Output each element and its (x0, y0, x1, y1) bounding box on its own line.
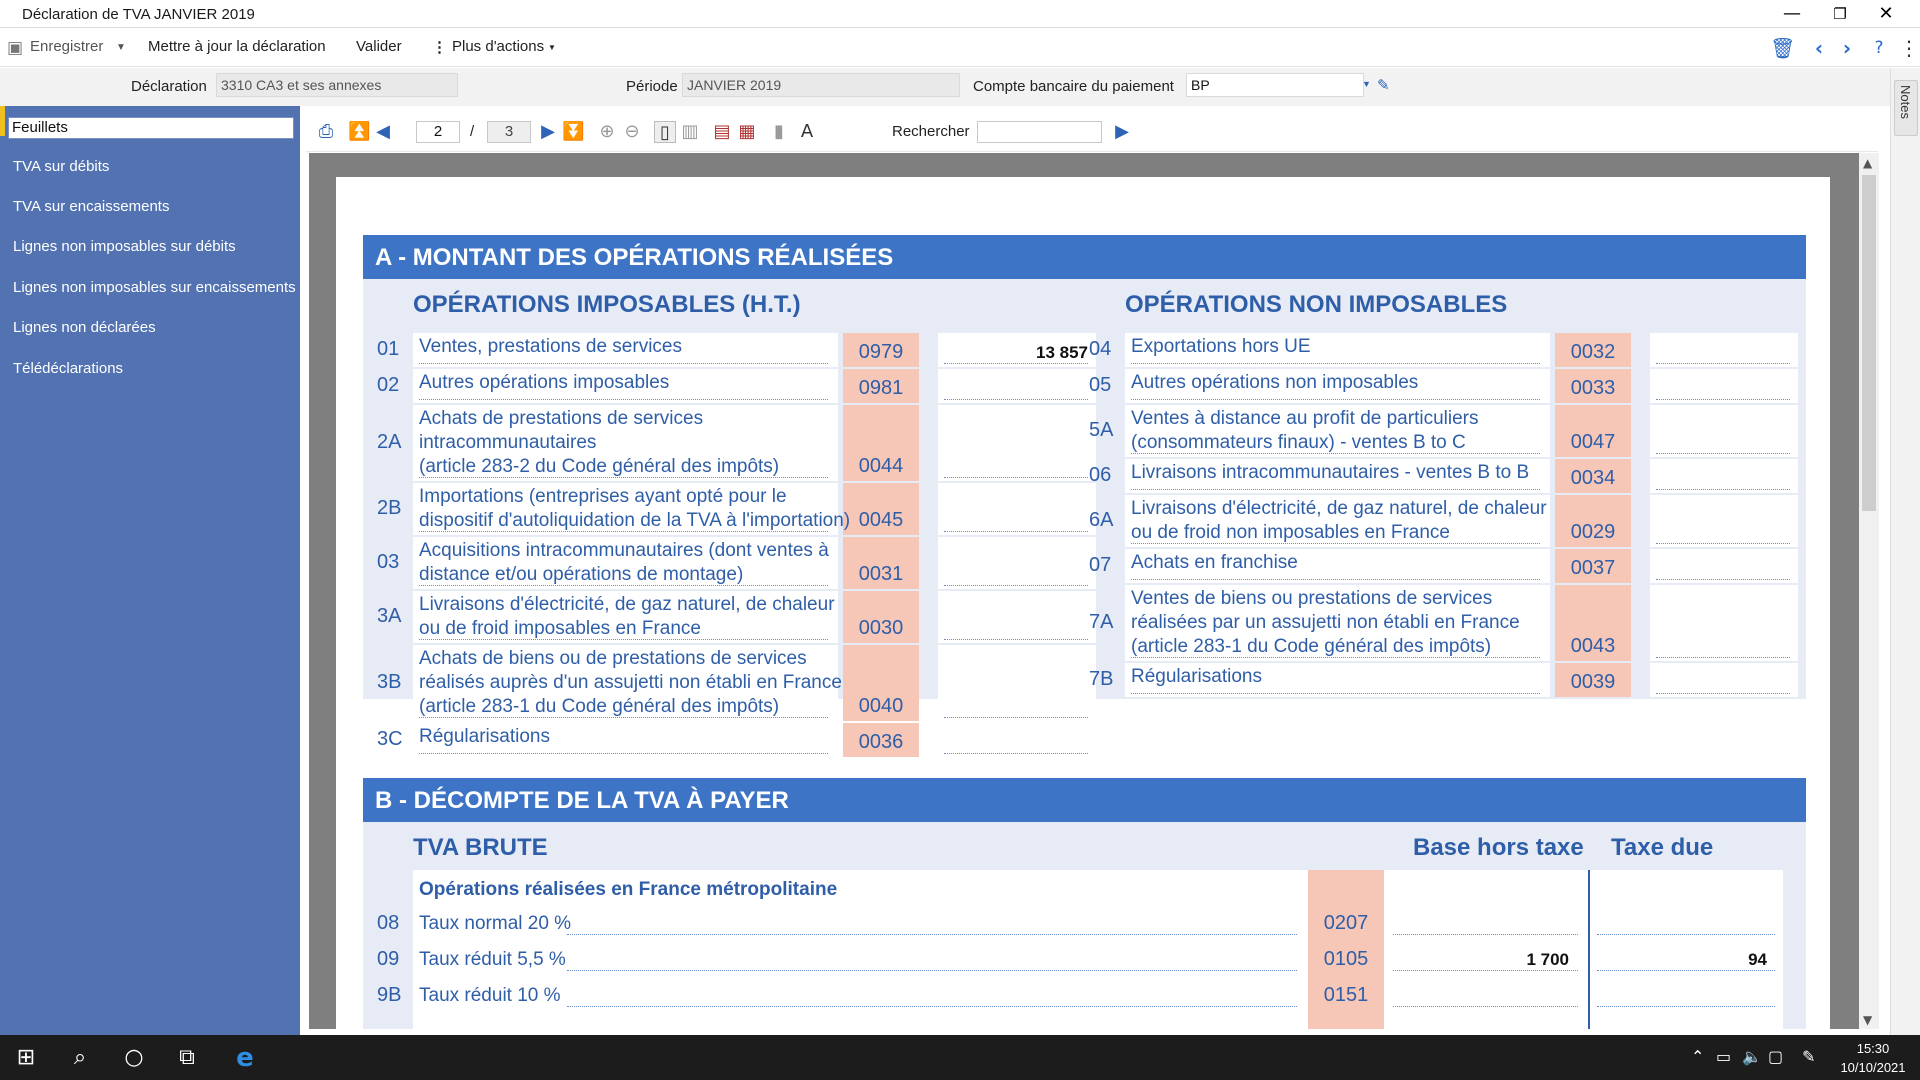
section-b-divider (1588, 870, 1590, 1029)
clock-time: 15:30 (1856, 1041, 1890, 1056)
vat-line-label: Taux réduit 10 % (419, 985, 561, 1006)
left-label-leader (419, 531, 828, 532)
two-pages-icon[interactable]: ▥ (681, 121, 699, 142)
edit-pencil-icon[interactable]: ✎ (1377, 77, 1390, 94)
right-line-label: Ventes de biens ou prestations de services (1131, 588, 1493, 609)
validate-button[interactable]: Valider (356, 38, 402, 55)
left-value-leader (944, 531, 1088, 532)
save-dropdown-icon[interactable]: ▼ (116, 42, 126, 53)
vat-line-label: Taux normal 20 % (419, 913, 572, 934)
right-panel-strip (1890, 68, 1920, 1035)
export-excel-icon[interactable]: ▦ (738, 121, 756, 142)
right-box-code: 0034 (1570, 467, 1616, 489)
bank-account-select[interactable]: BP (1186, 73, 1364, 97)
right-value-cell[interactable] (1650, 585, 1798, 661)
search-input[interactable] (977, 121, 1102, 143)
previous-icon[interactable]: ‹ (1814, 36, 1824, 60)
base-leader (1393, 934, 1578, 935)
right-line-number: 05 (1089, 374, 1112, 396)
left-box-code: 0045 (858, 509, 904, 531)
left-line-number: 3A (377, 605, 402, 627)
previous-page-icon[interactable]: ◀ (376, 121, 390, 142)
menu-bar (0, 29, 1920, 67)
left-label-leader (419, 585, 828, 586)
left-value-leader (944, 399, 1088, 400)
window-title: Déclaration de TVA JANVIER 2019 (22, 6, 255, 23)
declaration-field: 3310 CA3 et ses annexes (216, 73, 458, 97)
base-leader (1393, 970, 1578, 971)
left-line-number: 03 (377, 551, 400, 573)
left-value-leader (944, 753, 1088, 754)
save-icon[interactable]: ▣ (6, 38, 24, 58)
windows-start-icon[interactable]: ⊞ (16, 1045, 36, 1070)
scrollbar-thumb[interactable] (1862, 175, 1876, 511)
vat-label-leader (567, 934, 1297, 935)
taxable-operations-title: OPÉRATIONS IMPOSABLES (H.T.) (413, 291, 801, 318)
sidebar-item-non-imposables-encaissements[interactable]: Lignes non imposables sur encaissements (13, 279, 296, 296)
delete-icon[interactable]: 🗑 (1770, 36, 1796, 60)
left-line-label: Achats de prestations de services (419, 408, 704, 429)
update-declaration-button[interactable]: Mettre à jour la déclaration (148, 38, 326, 55)
right-line-label: réalisées par un assujetti non établi en France (1131, 612, 1520, 633)
right-line-label: Livraisons intracommunautaires - ventes B to B (1131, 462, 1530, 483)
scroll-down-icon[interactable]: ▼ (1863, 1013, 1873, 1027)
left-line-number: 2B (377, 497, 402, 519)
sidebar (0, 106, 300, 1035)
left-line-number: 3C (377, 728, 403, 750)
single-page-icon[interactable]: ▯ (654, 121, 676, 143)
next-icon[interactable]: › (1842, 36, 1852, 60)
vat-line-number: 08 (377, 912, 400, 934)
right-line-label: Régularisations (1131, 666, 1262, 687)
search-label: Rechercher (892, 123, 970, 140)
section-b-header: B - DÉCOMPTE DE LA TVA À PAYER (363, 778, 1806, 822)
left-label-leader (419, 717, 828, 718)
page-separator: / (470, 123, 475, 140)
right-line-label: Ventes à distance au profit de particuliers (1131, 408, 1479, 429)
print-icon[interactable]: ⎙ (318, 121, 334, 142)
left-line-label: Livraisons d'électricité, de gaz naturel, de chaleur (419, 594, 835, 615)
right-line-number: 06 (1089, 464, 1112, 486)
right-line-number: 7A (1089, 611, 1114, 633)
right-box-code: 0043 (1570, 635, 1616, 657)
left-line-label: Acquisitions intracommunautaires (dont ventes à (419, 540, 829, 561)
left-box-code: 0044 (858, 455, 904, 477)
right-label-leader (1131, 489, 1540, 490)
total-pages: 3 (487, 121, 531, 143)
gross-vat-title: TVA BRUTE (413, 834, 548, 861)
base-leader (1393, 1006, 1578, 1007)
vat-box-code: 0105 (1323, 948, 1369, 970)
right-value-cell[interactable] (1650, 333, 1798, 367)
left-line-label: dispositif d'autoliquidation de la TVA à l'importation) (419, 510, 851, 531)
left-label-leader (419, 753, 828, 754)
left-value-cell[interactable] (938, 537, 1096, 589)
right-value-leader (1656, 399, 1790, 400)
right-line-label: (article 283-1 du Code général des impôts) (1131, 636, 1492, 657)
font-size-icon[interactable]: A (800, 121, 814, 142)
left-box-code: 0040 (858, 695, 904, 717)
left-box-code: 0981 (858, 377, 904, 399)
left-line-label: Importations (entreprises ayant opté pour le (419, 486, 787, 507)
vat-line-label: Taux réduit 5,5 % (419, 949, 566, 970)
sidebar-accent (0, 106, 5, 136)
declaration-label: Déclaration (131, 78, 207, 95)
vat-line-number: 9B (377, 984, 402, 1006)
cortana-icon[interactable]: ○ (124, 1045, 144, 1070)
zoom-out-icon[interactable]: ⊖ (624, 121, 640, 142)
notes-tab[interactable] (1894, 80, 1918, 136)
right-line-number: 7B (1089, 668, 1114, 690)
task-view-icon[interactable]: ⧉ (179, 1045, 195, 1070)
more-actions-caret-icon[interactable]: ▼ (548, 43, 556, 52)
left-value-cell[interactable] (938, 591, 1096, 643)
right-line-number: 6A (1089, 509, 1114, 531)
right-box-code: 0037 (1570, 557, 1616, 579)
left-value-cell[interactable] (938, 405, 1096, 481)
right-value-cell[interactable] (1650, 549, 1798, 583)
right-value-cell[interactable] (1650, 405, 1798, 457)
period-field: JANVIER 2019 (682, 73, 960, 97)
left-value-cell[interactable] (938, 645, 1096, 721)
right-value-cell[interactable] (1650, 663, 1798, 697)
right-label-leader (1131, 579, 1540, 580)
vat-label-leader (567, 970, 1297, 971)
first-page-icon[interactable]: ⏫ (348, 121, 371, 142)
tax-leader (1597, 1006, 1775, 1007)
left-line-number: 02 (377, 374, 400, 396)
right-label-leader (1131, 453, 1540, 454)
right-label-leader (1131, 363, 1540, 364)
metropolitan-operations-label: Opérations réalisées en France métropolitaine (419, 879, 838, 900)
right-value-leader (1656, 543, 1790, 544)
tax-leader (1597, 970, 1775, 971)
right-value-leader (1656, 453, 1790, 454)
bank-account-label: Compte bancaire du paiement (973, 78, 1174, 95)
left-label-leader (419, 399, 828, 400)
search-go-icon[interactable]: ▶ (1115, 121, 1129, 142)
left-line-label: Autres opérations imposables (419, 372, 670, 393)
vat-label-leader (567, 1006, 1297, 1007)
right-label-leader (1131, 543, 1540, 544)
close-button[interactable]: ✕ (1878, 3, 1894, 24)
right-value-cell[interactable] (1650, 459, 1798, 493)
help-icon[interactable]: ? (1874, 38, 1884, 58)
right-line-label: Livraisons d'électricité, de gaz naturel, de chaleur (1131, 498, 1547, 519)
bank-dropdown-icon[interactable]: ▼ (1362, 79, 1371, 89)
sidebar-item-tva-encaissements[interactable]: TVA sur encaissements (13, 198, 170, 215)
more-actions-button[interactable]: Plus d'actions (452, 38, 545, 55)
left-line-label: (article 283-2 du Code général des impôts) (419, 456, 780, 477)
vat-box-code: 0207 (1323, 912, 1369, 934)
lock-icon[interactable]: ▮ (774, 121, 784, 142)
left-value-cell[interactable] (938, 723, 1096, 757)
right-value-leader (1656, 657, 1790, 658)
next-page-icon[interactable]: ▶ (541, 121, 555, 142)
right-label-leader (1131, 693, 1540, 694)
left-box-code: 0979 (858, 341, 904, 363)
left-box-code: 0031 (858, 563, 904, 585)
right-line-number: 07 (1089, 554, 1112, 576)
left-label-leader (419, 477, 828, 478)
sidebar-item-tva-debits[interactable]: TVA sur débits (13, 158, 110, 175)
left-label-leader (419, 639, 828, 640)
edge-browser-icon[interactable]: e (236, 1043, 254, 1073)
viewer-toolbar (306, 112, 1878, 152)
right-line-label: Autres opérations non imposables (1131, 372, 1419, 393)
network-icon[interactable]: ▢ (1768, 1047, 1784, 1066)
left-line-label: Régularisations (419, 726, 550, 747)
document-scrollbar[interactable] (1859, 153, 1879, 1029)
section-a-body (363, 279, 1806, 753)
title-bar (0, 0, 1920, 28)
right-line-number: 5A (1089, 419, 1114, 441)
taskbar (0, 1035, 1920, 1080)
section-a-header: A - MONTANT DES OPÉRATIONS RÉALISÉES (363, 235, 1806, 279)
right-value-leader (1656, 579, 1790, 580)
sidebar-item-non-imposables-debits[interactable]: Lignes non imposables sur débits (13, 238, 236, 255)
left-line-label: (article 283-1 du Code général des impôts) (419, 696, 780, 717)
left-value-leader (944, 477, 1088, 478)
right-box-code: 0032 (1570, 341, 1616, 363)
base-column-header: Base hors taxe (1413, 834, 1584, 861)
right-label-leader (1131, 657, 1540, 658)
left-line-label: réalisés auprès d'un assujetti non établi en France (419, 672, 842, 693)
right-value-cell[interactable] (1650, 495, 1798, 547)
save-button[interactable]: Enregistrer (30, 38, 104, 55)
left-value-cell[interactable] (938, 369, 1096, 403)
minimize-button[interactable]: — (1783, 3, 1801, 24)
left-box-code: 0036 (858, 731, 904, 753)
left-line-label: distance et/ou opérations de montage) (419, 564, 744, 585)
export-pdf-icon[interactable]: ▤ (713, 121, 731, 142)
notes-tab-label: Notes (1898, 85, 1913, 119)
left-line-label: ou de froid imposables en France (419, 618, 701, 639)
vat-box-code: 0151 (1323, 984, 1369, 1006)
left-value-leader (944, 639, 1088, 640)
zoom-in-icon[interactable]: ⊕ (599, 121, 615, 142)
tax-leader (1597, 934, 1775, 935)
right-box-code: 0033 (1570, 377, 1616, 399)
right-box-code: 0039 (1570, 671, 1616, 693)
right-box-code: 0029 (1570, 521, 1616, 543)
right-line-label: Achats en franchise (1131, 552, 1298, 573)
section-b-body (363, 822, 1806, 1029)
left-box-code: 0030 (858, 617, 904, 639)
left-line-number: 01 (377, 338, 400, 360)
sidebar-filter-input[interactable]: Feuillets (8, 117, 294, 139)
document-viewer (309, 153, 1859, 1029)
document-page (336, 177, 1830, 1029)
left-line-label: Ventes, prestations de services (419, 336, 682, 357)
left-value-leader (944, 363, 1088, 364)
restore-button[interactable]: ❐ (1833, 5, 1847, 23)
battery-icon[interactable]: ▭ (1716, 1047, 1732, 1066)
right-value-leader (1656, 363, 1790, 364)
left-line-number: 2A (377, 431, 402, 453)
pen-icon[interactable]: ✎ (1802, 1047, 1816, 1066)
tray-expand-icon[interactable]: ⌃ (1691, 1047, 1705, 1066)
right-line-label: Exportations hors UE (1131, 336, 1311, 357)
left-amount-value[interactable]: 13 857 (1036, 343, 1088, 362)
right-line-label: (consommateurs finaux) - ventes B to C (1131, 432, 1466, 453)
left-value-cell[interactable] (938, 483, 1096, 535)
left-value-leader (944, 717, 1088, 718)
current-page-input[interactable]: 2 (416, 121, 460, 143)
more-actions-kebab-icon[interactable]: ⋮ (432, 39, 447, 56)
base-amount-value[interactable]: 1 700 (1526, 950, 1569, 969)
sidebar-item-teledeclarations[interactable]: Télédéclarations (13, 360, 124, 377)
left-line-label: Achats de biens ou de prestations de services (419, 648, 807, 669)
right-value-leader (1656, 693, 1790, 694)
sidebar-item-non-declarees[interactable]: Lignes non déclarées (13, 319, 156, 336)
search-icon[interactable]: ⌕ (73, 1045, 87, 1070)
declaration-info-bar (0, 68, 1920, 106)
right-line-number: 04 (1089, 338, 1112, 360)
right-value-leader (1656, 489, 1790, 490)
right-label-leader (1131, 399, 1540, 400)
scroll-up-icon[interactable]: ▲ (1863, 156, 1873, 170)
left-label-leader (419, 363, 828, 364)
left-line-number: 3B (377, 671, 402, 693)
left-value-leader (944, 585, 1088, 586)
vat-line-number: 09 (377, 948, 400, 970)
period-label: Période (626, 78, 678, 95)
clock-date: 10/10/2021 (1840, 1060, 1906, 1075)
tax-column-header: Taxe due (1611, 834, 1714, 861)
right-box-code: 0047 (1570, 431, 1616, 453)
more-icon[interactable]: ⋮ (1899, 36, 1919, 60)
right-value-cell[interactable] (1650, 369, 1798, 403)
clock[interactable] (1838, 1039, 1908, 1077)
volume-muted-icon[interactable]: 🔈 (1742, 1047, 1762, 1066)
non-taxable-operations-title: OPÉRATIONS NON IMPOSABLES (1125, 291, 1508, 318)
tax-amount-value[interactable]: 94 (1748, 950, 1767, 969)
last-page-icon[interactable]: ⏬ (562, 121, 585, 142)
right-line-label: ou de froid non imposables en France (1131, 522, 1450, 543)
left-line-label: intracommunautaires (419, 432, 597, 453)
